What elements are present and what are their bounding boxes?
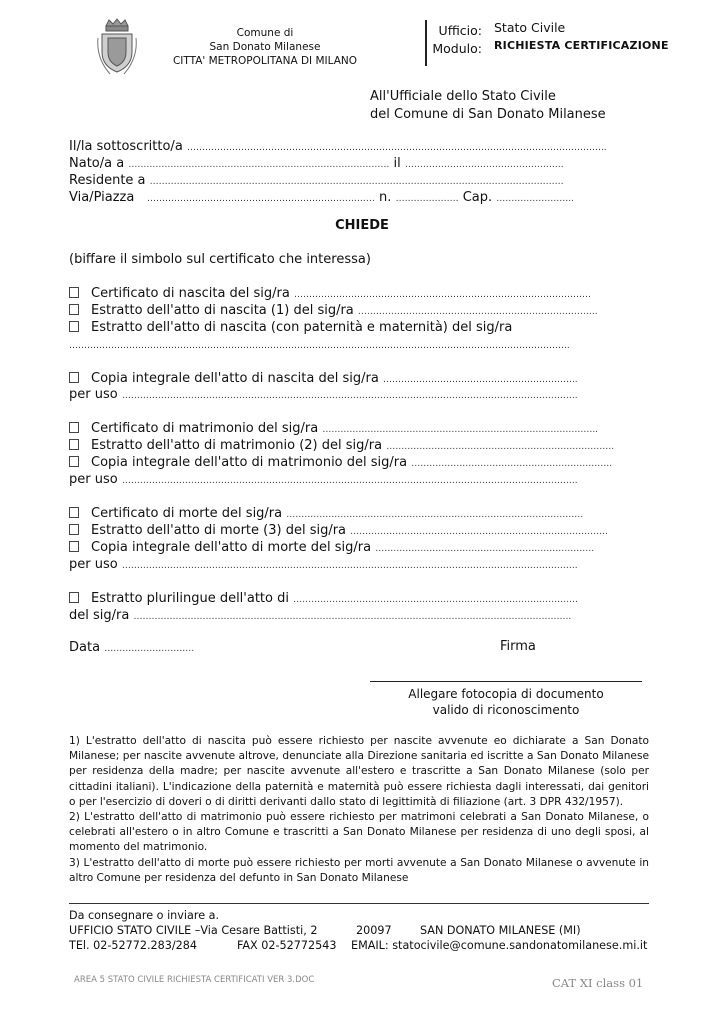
comune-line1: Comune di — [236, 27, 294, 39]
ufficio-label: Ufficio: — [438, 23, 482, 38]
footer-fax: FAX 02-52772543 — [237, 939, 337, 952]
residente-field[interactable]: Residente a ………………………………………………………………………………………………………………………… — [69, 173, 564, 188]
comune-line2: San Donato Milanese — [209, 41, 321, 53]
option-nascita-estratto[interactable]: Estratto dell'atto di nascita (1) del sig/ra …………………………………………………………………….. — [69, 302, 649, 319]
checkbox-icon[interactable] — [69, 524, 79, 535]
checkbox-icon[interactable] — [69, 541, 79, 552]
firma-label: Firma — [500, 639, 536, 654]
footer-contact-row — [69, 938, 669, 953]
instruction: (biffare il simbolo sul certificato che interessa) — [69, 252, 371, 267]
checkbox-icon[interactable] — [69, 372, 79, 383]
option-matr-cert[interactable]: Certificato di matrimonio del sig/ra ……………………………………………………………………………….. — [69, 420, 649, 437]
document-filename: AREA 5 STATO CIVILE RICHIESTA CERTIFICATI VER 3.DOC — [74, 975, 315, 985]
option-label: Estratto dell'atto di nascita (1) del sig/ra — [91, 303, 354, 318]
footnotes — [69, 734, 649, 886]
checkbox-icon[interactable] — [69, 287, 79, 298]
checkbox-icon[interactable] — [69, 321, 79, 332]
option-label: Copia integrale dell'atto di nascita del sig/ra — [91, 371, 379, 386]
footer-address-row — [69, 923, 669, 938]
del-sigra-label: del sig/ra — [69, 608, 130, 623]
per-uso-label: per uso — [69, 387, 118, 402]
chiede-heading: CHIEDE — [335, 218, 389, 233]
footer-email[interactable]: EMAIL: statocivile@comune.sandonatomilanese.mi.it — [351, 939, 648, 952]
checkbox-icon[interactable] — [69, 456, 79, 467]
footer-city: SAN DONATO MILANESE (MI) — [420, 924, 581, 937]
il-label: il — [393, 156, 401, 171]
option-nascita-estratto-pm[interactable] — [69, 319, 649, 336]
footer — [69, 908, 669, 953]
option-label: Certificato di matrimonio del sig/ra — [91, 421, 319, 436]
footnote-2: 2) L'estratto dell'atto di matrimonio può essere richiesto per matrimoni celebrati a San Donato Milanese, o celebrati all'estero o in altro Comune e trascritti a San Donato Milanese per residenza di uno degli sposi, al momento del matrimonio. — [69, 811, 649, 854]
modulo-value: RICHIESTA CERTIFICAZIONE — [494, 39, 669, 52]
footer-line1: Da consegnare o inviare a. — [69, 909, 220, 922]
option-label: Estratto dell'atto di nascita (con paternità e maternità) del sig/ra — [91, 320, 513, 335]
residente-label: Residente a — [69, 173, 146, 188]
addressee-line1: All'Ufficiale dello Stato Civile — [370, 89, 556, 104]
data-label: Data — [69, 640, 101, 655]
per-uso-nascita[interactable]: per uso …………………………………………………………………………………………………………………………………….. — [69, 387, 578, 402]
addressee — [370, 88, 606, 124]
footnote-1: 1) L'estratto dell'atto di nascita può essere richiesto per nascite avvenute eo dichiarate a San Donato Milanese; per nascite avvenute altrove, denunciate alla Direzione sanitaria ed iscritte a San Donato Milanese per residenza della madre; per nascite avvenute all'estero e trascritte a San Donato Milanese (solo per cittadini italiani). L'indicazione della paternità e maternità può essere richiesta dagli interessati, dai genitori o per l'esercizio di doveri o di diritti derivanti dallo stato di legittimità di filiazione (art. 3 DPR 432/1957). — [69, 735, 649, 808]
del-sigra-field[interactable]: del sig/ra ……………………………………………………………………………………………………………………………….. — [69, 608, 572, 623]
footer-divider — [69, 903, 649, 904]
option-label: Estratto plurilingue dell'atto di — [91, 591, 289, 606]
via-label: Via/Piazza — [69, 190, 135, 205]
modulo-label: Modulo: — [432, 41, 482, 56]
option-nascita-copia[interactable]: Copia integrale dell'atto di nascita del sig/ra ……………………………………………………….. — [69, 370, 649, 387]
option-matr-copia[interactable]: Copia integrale dell'atto di matrimonio del sig/ra …………………………………………………………. — [69, 454, 649, 471]
option-label: Certificato di nascita del sig/ra — [91, 286, 290, 301]
option-matr-estratto[interactable]: Estratto dell'atto di matrimonio (2) del sig/ra …………………………………………………………………. — [69, 437, 649, 454]
sottoscritto-field[interactable]: Il/la sottoscritto/a ………………………………………………………………………………………………………………………….. — [69, 139, 607, 154]
per-uso-matr[interactable]: per uso …………………………………………………………………………………………………………………………………….. — [69, 472, 578, 487]
option-morte-estratto[interactable]: Estratto dell'atto di morte (3) del sig/ra ………………………………………………………………………….. — [69, 522, 649, 539]
comune-header — [160, 26, 370, 68]
classification-label: CAT XI class 01 — [552, 976, 644, 990]
checkbox-icon[interactable] — [69, 304, 79, 315]
via-field[interactable]: Via/Piazza ……………………………………………………….………… n. ………………… Cap. …………………….. — [69, 190, 575, 205]
comune-line3: CITTA' METROPOLITANA DI MILANO — [172, 55, 358, 67]
option-label: Estratto dell'atto di morte (3) del sig/ra — [91, 523, 347, 538]
option-label: Copia integrale dell'atto di morte del sig/ra — [91, 540, 372, 555]
checkbox-icon[interactable] — [69, 507, 79, 518]
sottoscritto-label: Il/la sottoscritto/a — [69, 139, 183, 154]
option-label: Certificato di morte del sig/ra — [91, 506, 283, 521]
checkbox-icon[interactable] — [69, 592, 79, 603]
header-divider — [425, 20, 427, 66]
checkbox-icon[interactable] — [69, 439, 79, 450]
cap-label: Cap. — [462, 190, 493, 205]
addressee-line2: del Comune di San Donato Milanese — [370, 107, 606, 122]
option-label: Copia integrale dell'atto di matrimonio del sig/ra — [91, 455, 408, 470]
option-nascita-cert[interactable]: Certificato di nascita del sig/ra ……………………………………………………………………………………… — [69, 285, 649, 302]
footer-office: UFFICIO STATO CIVILE –Via Cesare Battisti, 2 — [69, 924, 318, 937]
option-label: Estratto dell'atto di matrimonio (2) del sig/ra — [91, 438, 383, 453]
footer-tel: TEl. 02-52772.283/284 — [69, 939, 198, 952]
option-morte-copia[interactable]: Copia integrale dell'atto di morte del sig/ra ………………………………………………………………. — [69, 539, 649, 556]
checkbox-icon[interactable] — [69, 422, 79, 433]
allegare-line1: Allegare fotocopia di documento — [408, 687, 604, 701]
per-uso-label: per uso — [69, 557, 118, 572]
allegare-note — [370, 686, 642, 718]
ufficio-value: Stato Civile — [494, 20, 566, 35]
per-uso-label: per uso — [69, 472, 118, 487]
dotted-line[interactable]: ………………………………………………………………………………………………………………………………………………….. — [69, 341, 570, 351]
comune-crest-icon — [96, 18, 138, 76]
footer-cap: 20097 — [356, 924, 392, 937]
signature-line[interactable] — [370, 681, 642, 682]
data-field[interactable]: Data ………………………… — [69, 640, 195, 655]
ufficio-labels — [428, 22, 482, 58]
numero-label: n. — [379, 190, 392, 205]
allegare-line2: valido di riconoscimento — [432, 703, 580, 717]
option-plurilingue[interactable]: Estratto plurilingue dell'atto di ………………………………………………………………………………….. — [69, 590, 649, 607]
per-uso-morte[interactable]: per uso …………………………………………………………………………………………………………………………………….. — [69, 557, 578, 572]
nato-field[interactable]: Nato/a a …………………………………………………………………………… il …………………………………………….. — [69, 156, 564, 171]
nato-label: Nato/a a — [69, 156, 125, 171]
footnote-3: 3) L'estratto dell'atto di morte può essere richiesto per morti avvenute a San Donato Milanese o avvenute in altro Comune per residenza del defunto in San Donato Milanese — [69, 856, 649, 884]
option-morte-cert[interactable]: Certificato di morte del sig/ra ……………………………………………………………………………………… — [69, 505, 649, 522]
